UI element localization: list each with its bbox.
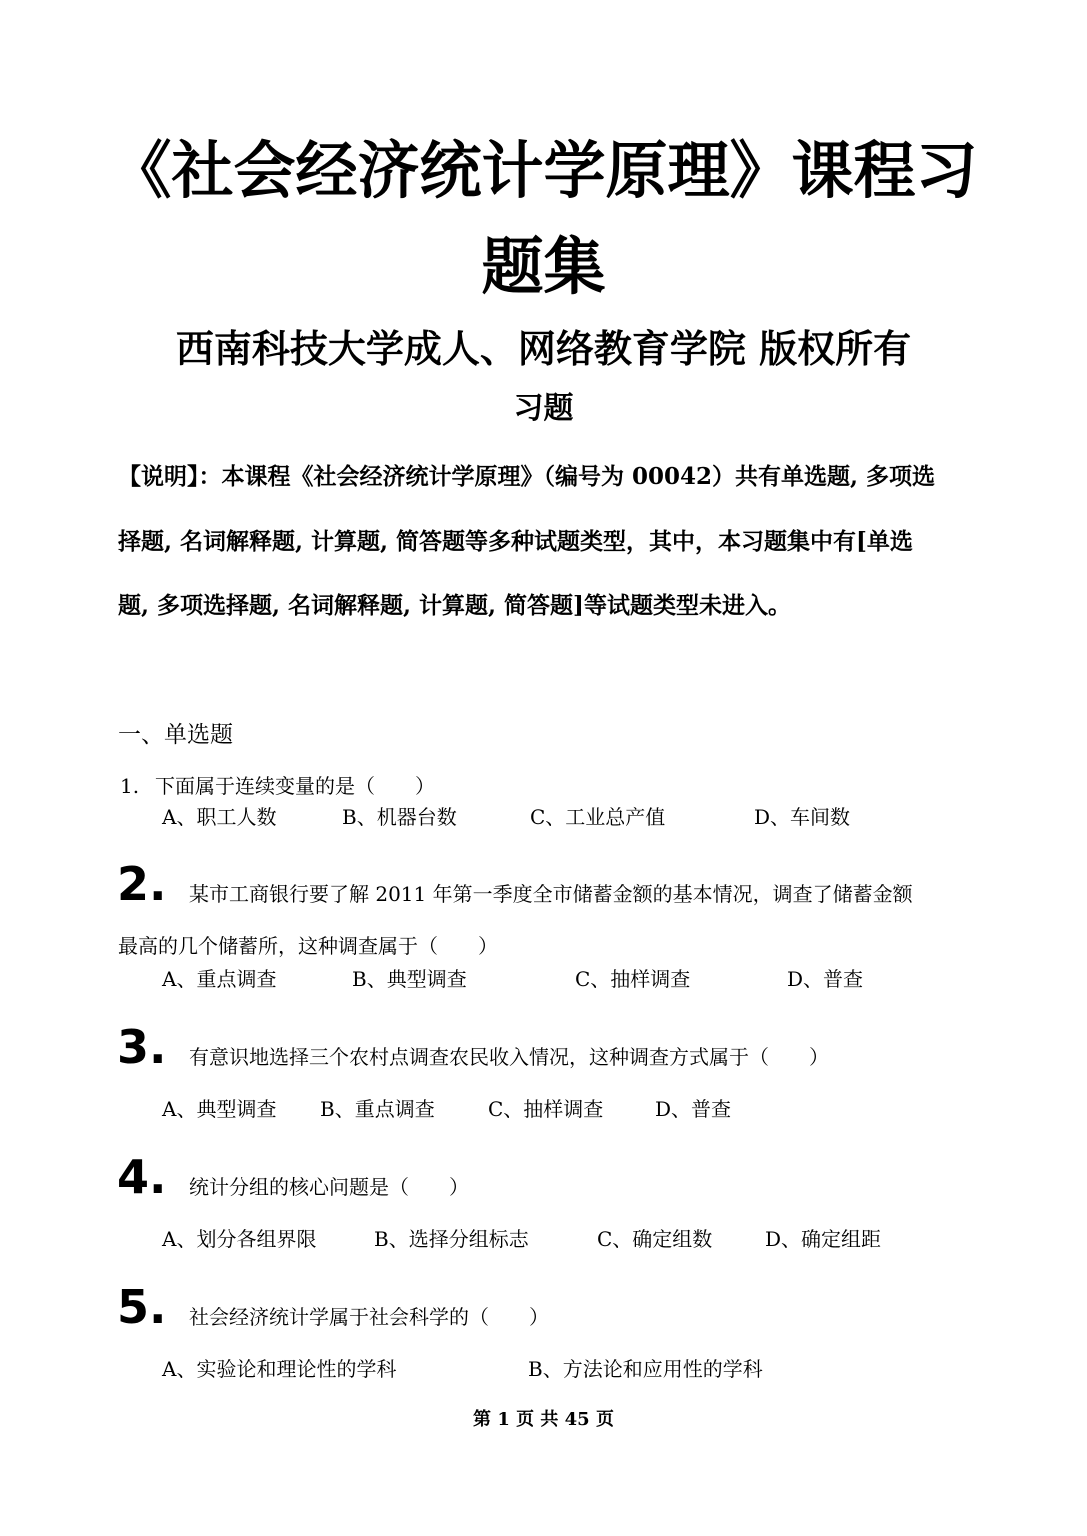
institution-copyright: 西南科技大学成人、网络教育学院 版权所有: [175, 326, 912, 371]
option-b: B、重点调查: [320, 1097, 435, 1121]
option-c: C、工业总产值: [530, 805, 666, 829]
exercises-heading: 习题: [513, 391, 574, 426]
description-line-2: 择题, 名词解释题, 计算题, 简答题等多种试题类型，其中，本习题集中有[单选: [118, 528, 913, 555]
option-b: B、机器台数: [342, 805, 457, 829]
option-a: A、重点调查: [162, 967, 277, 991]
question-number: 1.: [120, 774, 140, 798]
question-number: 2.: [117, 857, 167, 911]
description-line-3: 题, 多项选择题, 名词解释题, 计算题, 简答题]等试题类型未进入。: [118, 592, 791, 619]
option-d: D、车间数: [754, 805, 851, 829]
option-b: B、选择分组标志: [374, 1227, 529, 1251]
document-title-line-2: 题集: [481, 230, 606, 303]
question-text-continued: 最高的几个储蓄所，这种调查属于（ ）: [118, 934, 498, 958]
section-title: 一、单选题: [118, 722, 233, 748]
option-a: A、实验论和理论性的学科: [162, 1357, 397, 1381]
option-b: B、方法论和应用性的学科: [528, 1357, 763, 1381]
option-a: A、划分各组界限: [162, 1227, 317, 1251]
question-text: 有意识地选择三个农村点调查农民收入情况，这种调查方式属于（ ）: [189, 1045, 829, 1069]
option-a: A、典型调查: [162, 1097, 277, 1121]
question-text: 某市工商银行要了解 2011 年第一季度全市储蓄金额的基本情况，调查了储蓄金额: [189, 882, 913, 906]
page-footer: 第 1 页 共 45 页: [473, 1409, 614, 1430]
option-c: C、抽样调查: [488, 1097, 604, 1121]
option-a: A、职工人数: [162, 805, 277, 829]
question-number: 5.: [117, 1280, 167, 1334]
option-b: B、典型调查: [352, 967, 467, 991]
question-number: 4.: [117, 1150, 167, 1204]
document-title-line-1: 《社会经济统计学原理》课程习: [109, 134, 978, 207]
option-d: D、确定组距: [765, 1227, 882, 1251]
question-text: 下面属于连续变量的是（ ）: [155, 774, 435, 798]
question-text: 社会经济统计学属于社会科学的（ ）: [189, 1305, 549, 1329]
question-number: 3.: [117, 1020, 167, 1074]
description-line-1: 【说明】：本课程《社会经济统计学原理》（编号为 00042）共有单选题, 多项选: [118, 463, 936, 490]
option-d: D、普查: [655, 1097, 732, 1121]
question-text: 统计分组的核心问题是（ ）: [189, 1175, 469, 1199]
option-c: C、确定组数: [597, 1227, 713, 1251]
option-c: C、抽样调查: [575, 967, 691, 991]
option-d: D、普查: [787, 967, 864, 991]
